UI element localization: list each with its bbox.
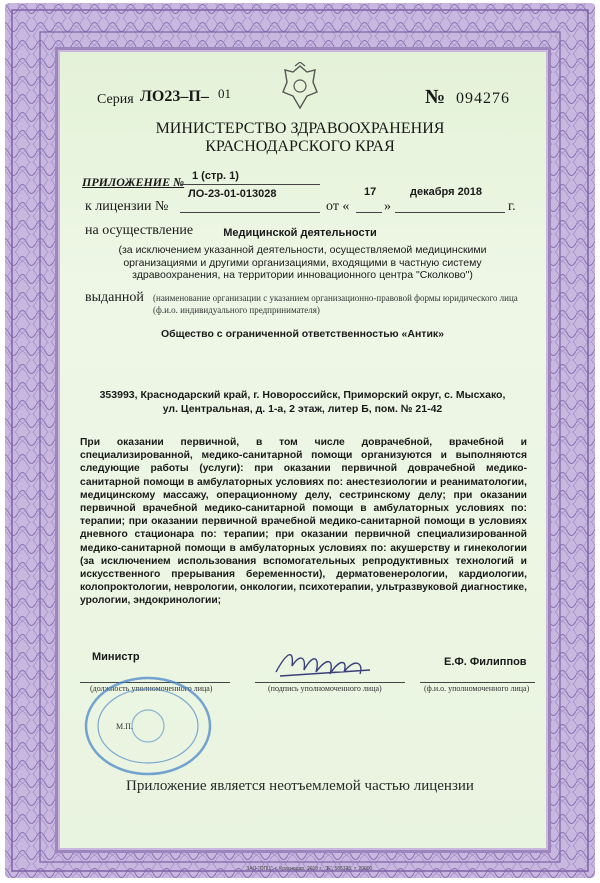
license-day: 17 bbox=[364, 186, 377, 198]
ministry-line-1: МИНИСТЕРСТВО ЗДРАВООХРАНЕНИЯ bbox=[155, 120, 445, 137]
activity-description: (за исключением указанной деятельности, осуществляемой медицинскими организациями и другими организациями, входящими в частную систему здравоохранения, на территории инновационного центра "Сколково") bbox=[118, 244, 487, 281]
license-date-underline bbox=[395, 212, 505, 213]
license-close-quote: » bbox=[384, 199, 391, 214]
signatory-name: Е.Ф. Филиппов bbox=[444, 656, 527, 668]
license-prefix: к лицензии № bbox=[85, 199, 169, 214]
appendix-underline bbox=[180, 184, 320, 185]
name-underline bbox=[420, 682, 535, 683]
license-year-suffix: г. bbox=[508, 199, 516, 214]
name-caption: (ф.и.о. уполномоченного лица) bbox=[424, 684, 530, 693]
license-month-year: декабря 2018 bbox=[410, 186, 483, 198]
series-number: 01 bbox=[218, 86, 231, 101]
handwritten-signature bbox=[270, 644, 380, 684]
series-code: ЛО23–П– bbox=[140, 88, 209, 105]
organization-address bbox=[80, 388, 525, 416]
appendix-value: 1 (стр. 1) bbox=[192, 170, 239, 182]
number-sign: № bbox=[425, 86, 446, 108]
license-number: ЛО-23-01-013028 bbox=[188, 188, 277, 200]
organization-name: Общество с ограниченной ответственностью «Антик» bbox=[160, 328, 445, 340]
printer-imprint: ЗАО "ОПЦ", г. Краснодар, 2018 г., "Б", 586735, т. 20000. bbox=[246, 866, 374, 872]
position-caption: (должность уполномоченного лица) bbox=[90, 684, 213, 693]
license-day-underline bbox=[356, 212, 382, 213]
official-stamp bbox=[78, 670, 218, 780]
footer-statement: Приложение является неотъемлемой частью лицензии bbox=[126, 778, 474, 794]
coat-of-arms-icon bbox=[277, 62, 323, 112]
stamp-place-label: М.П. bbox=[116, 722, 133, 731]
signature-caption: (подпись уполномоченного лица) bbox=[268, 684, 382, 693]
address-line-2: ул. Центральная, д. 1-а, 2 этаж, литер Б, пом. № 21-42 bbox=[162, 403, 443, 415]
ministry-line-2: КРАСНОДАРСКОГО КРАЯ bbox=[205, 138, 395, 155]
license-from-label: от « bbox=[326, 199, 350, 214]
address-line-1: 353993, Краснодарский край, г. Новороссийск, Приморский округ, с. Мысхако, bbox=[99, 389, 506, 401]
issued-hint: (наименование организации с указанием организационно-правовой формы юридического лица (ф.и.о. индивидуального предпринимателя) bbox=[153, 293, 518, 315]
services-list: При оказании первичной, в том числе доврачебной, врачебной и специализированной, медико-санитарной помощи организуются и выполняются следующие работы (услуги): при оказании первичной доврачебной медико-санитарной помощи в амбулаторных условиях по: анестезиологии и реаниматологии, медицинскому массажу, операционному делу, сестринскому делу; при оказании первичной врачебной медико-санитарной помощи в амбулаторных условиях по: терапии; при оказании первичной врачебной медико-санитарной помощи в условиях дневного стационара по: терапии; при оказании первичной специализированной медико-санитарной помощи в амбулаторных условиях по: акушерству и гинекологии (за исключением использования вспомогательных репродуктивных технологий и искусственного прерывания беременности), дерматовенерологии, кардиологии, колопроктологии, неврологии, онкологии, психотерапии, ультразвуковой диагностике, урологии, эндокринологии; bbox=[80, 437, 527, 607]
ministry-title bbox=[120, 120, 480, 156]
signatory-position: Министр bbox=[92, 651, 140, 663]
appendix-label: ПРИЛОЖЕНИЕ № bbox=[82, 175, 185, 189]
license-number-underline bbox=[180, 212, 320, 213]
issued-label: выданной bbox=[85, 290, 144, 305]
form-number: 094276 bbox=[456, 90, 510, 107]
activity-title: Медицинской деятельности bbox=[223, 227, 377, 239]
activity-label: на осуществление bbox=[85, 223, 194, 238]
series-label: Серия bbox=[97, 92, 134, 107]
signature-underline bbox=[255, 682, 405, 683]
